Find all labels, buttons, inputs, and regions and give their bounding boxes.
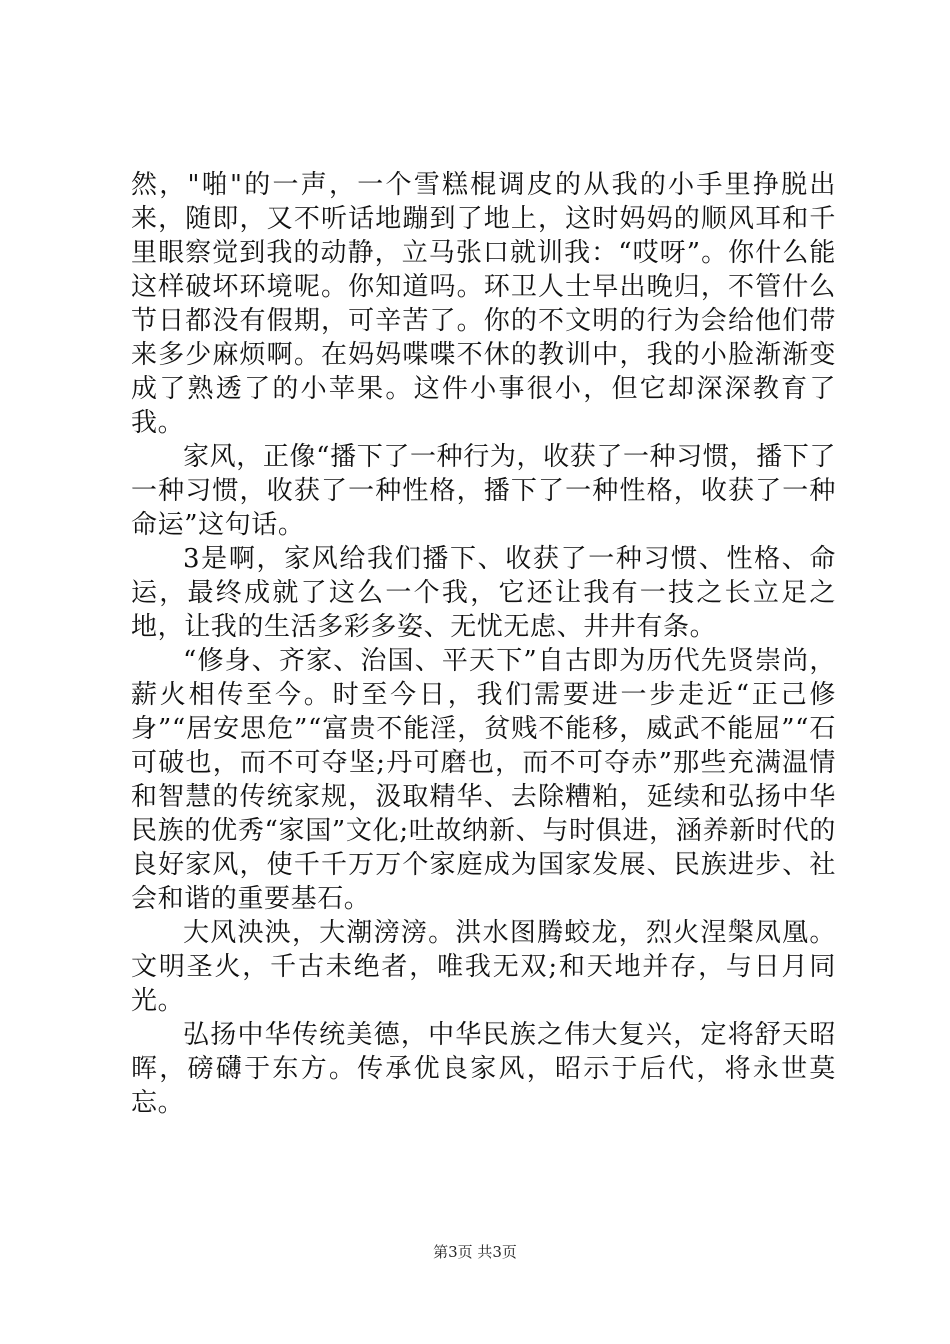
- page-number-footer: 第3页 共3页: [433, 1243, 517, 1261]
- document-body: [131, 168, 836, 1120]
- paragraph-self-cultivation: “修身、齐家、治国、平天下”自古即为历代先贤崇尚，薪火相传至今。时至今日，我们需要进一步走近“正己修身”“居安思危”“富贵不能淫，贫贱不能移，威武不能屈”“石可破也，而不可夺坚;丹可磨也，而不可夺赤”那些充满温情和智慧的传统家规，汲取精华、去除糟粕，延续和弘扬中华民族的优秀“家国”文化;吐故纳新、与时俱进，涵养新时代的良好家风，使千千万万个家庭成为国家发展、民族进步、社会和谐的重要基石。: [131, 646, 836, 914]
- paragraph-conclusion: 弘扬中华传统美德，中华民族之伟大复兴，定将舒天昭晖，磅礴于东方。传承优良家风，昭示于后代，将永世莫忘。: [131, 1020, 836, 1118]
- paragraph-great-wind: 大风泱泱，大潮滂滂。洪水图腾蛟龙，烈火涅槃凤凰。文明圣火，千古未绝者，唯我无双;和天地并存，与日月同光。: [131, 918, 836, 1016]
- paragraph-story-continuation: 然，"啪"的一声，一个雪糕棍调皮的从我的小手里挣脱出来，随即，又不听话地蹦到了地上，这时妈妈的顺风耳和千里眼察觉到我的动静，立马张口就训我：“哎呀”。你什么能这样破坏环境呢。你知道吗。环卫人士早出晚归，不管什么节日都没有假期，可辛苦了。你的不文明的行为会给他们带来多少麻烦啊。在妈妈喋喋不休的教训中，我的小脸渐渐变成了熟透了的小苹果。这件小事很小，但它却深深教育了我。: [131, 170, 836, 438]
- paragraph-habits-character-fate: 3是啊，家风给我们播下、收获了一种习惯、性格、命运，最终成就了这么一个我，它还让我有一技之长立足之地，让我的生活多彩多姿、无忧无虑、井井有条。: [131, 544, 836, 642]
- paragraph-family-tradition-quote: 家风，正像“播下了一种行为，收获了一种习惯，播下了一种习惯，收获了一种性格，播下了一种性格，收获了一种命运”这句话。: [131, 442, 836, 540]
